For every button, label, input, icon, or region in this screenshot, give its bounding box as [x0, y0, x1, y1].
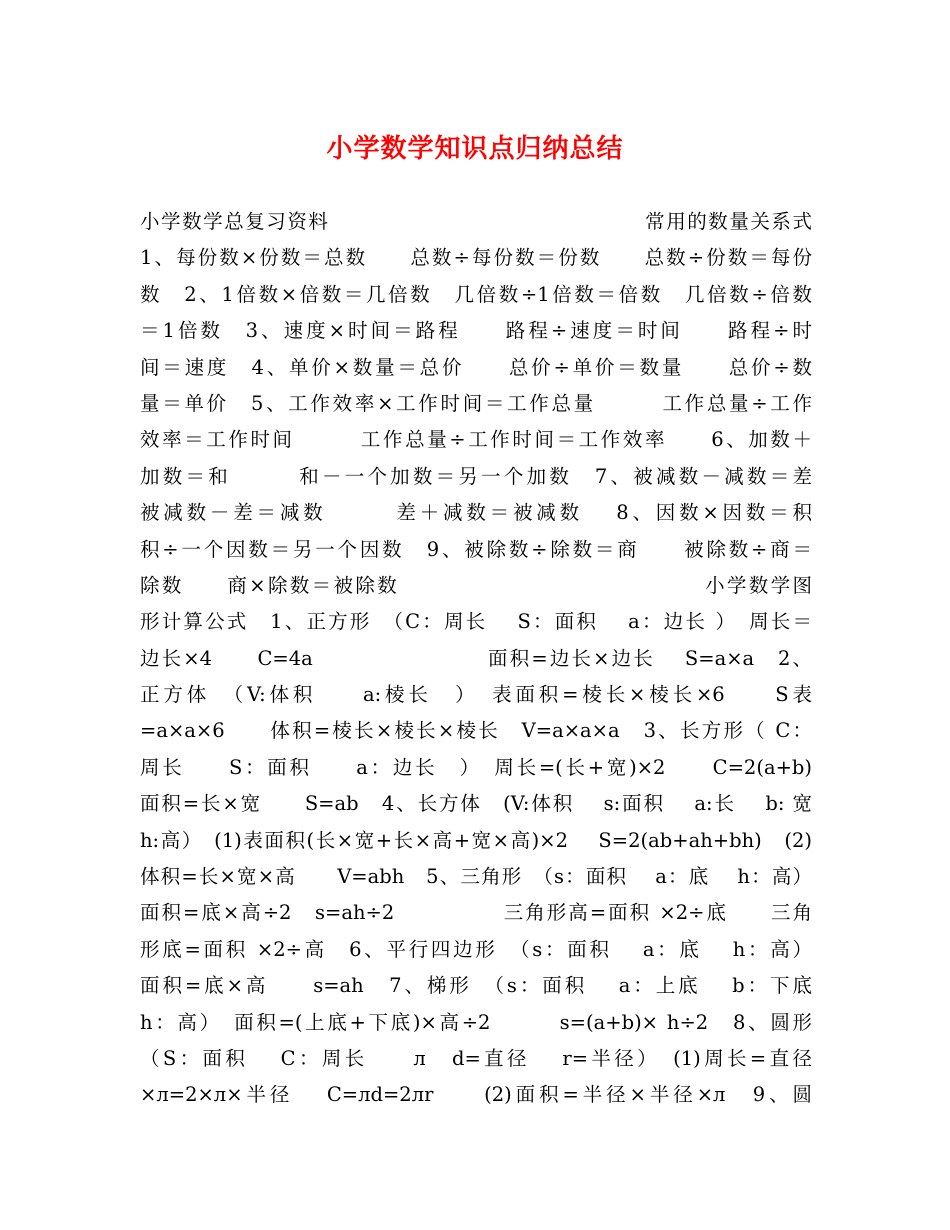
- text-line: 周长 S：面积 a：边长 ） 周长=(长+宽)×2 C=2(a+b): [140, 755, 812, 779]
- text-line: 量＝单价 5、工作效率×工作时间＝工作总量 工作总量÷工作: [140, 391, 812, 415]
- text-line: 数 2、1倍数×倍数＝几倍数 几倍数÷1倍数＝倍数 几倍数÷倍数: [140, 282, 812, 306]
- text-line: 除数 商×除数＝被除数 小学数学图: [140, 573, 812, 597]
- text-line: 加数＝和 和－一个加数＝另一个加数 7、被减数－减数＝差: [140, 464, 812, 488]
- text-line: 1、每份数×份数＝总数 总数÷每份数＝份数 总数÷份数＝每份: [140, 246, 812, 270]
- text-line: （S：面积 C：周长 л d=直径 r=半径） (1)周长=直径: [140, 1046, 812, 1070]
- text-line: 积÷一个因数＝另一个因数 9、被除数÷除数＝商 被除数÷商＝: [140, 537, 812, 561]
- text-line: 间＝速度 4、单价×数量＝总价 总价÷单价＝数量 总价÷数: [140, 355, 812, 379]
- text-line: ×л=2×л×半径 C=лd=2лr (2)面积=半径×半径×л 9、圆: [140, 1083, 812, 1107]
- text-line: ＝1倍数 3、速度×时间＝路程 路程÷速度＝时间 路程÷时: [140, 319, 812, 343]
- text-line: h：高） 面积=(上底+下底)×高÷2 s=(a+b)× h÷2 8、圆形: [140, 1010, 812, 1034]
- text-line: =a×a×6 体积=棱长×棱长×棱长 V=a×a×a 3、长方形（ C：: [140, 719, 812, 743]
- document-body: [140, 204, 812, 1114]
- text-line: 正方体 （V:体积 a:棱长 ） 表面积=棱长×棱长×6 S表: [140, 683, 812, 707]
- text-line: 被减数－差＝减数 差＋减数＝被减数 8、因数×因数＝积: [140, 501, 812, 525]
- text-line: 形底=面积 ×2÷高 6、平行四边形 （s：面积 a：底 h：高）: [140, 937, 812, 961]
- text-line: 效率＝工作时间 工作总量÷工作时间＝工作效率 6、加数＋: [140, 428, 812, 452]
- text-line: 小学数学总复习资料 常用的数量关系式: [140, 210, 812, 233]
- document-title: 小学数学知识点归纳总结: [326, 134, 624, 164]
- text-line: 形计算公式 1、正方形 （C：周长 S：面积 a：边长 ） 周长＝: [140, 610, 812, 634]
- text-line: 面积=长×宽 S=ab 4、长方体 (V:体积 s:面积 a:长 b: 宽: [140, 792, 812, 816]
- text-line: 体积=长×宽×高 V=abh 5、三角形 （s：面积 a：底 h：高）: [140, 865, 812, 889]
- text-line: 面积=底×高÷2 s=ah÷2 三角形高=面积 ×2÷底 三角: [140, 901, 812, 925]
- text-line: 面积=底×高 s=ah 7、梯形 （s：面积 a：上底 b：下底: [140, 974, 812, 998]
- text-line: 边长×4 C=4a 面积=边长×边长 S=a×a 2、: [140, 646, 812, 670]
- text-line: h:高） (1)表面积(长×宽+长×高+宽×高)×2 S=2(ab+ah+bh) (2): [140, 828, 812, 852]
